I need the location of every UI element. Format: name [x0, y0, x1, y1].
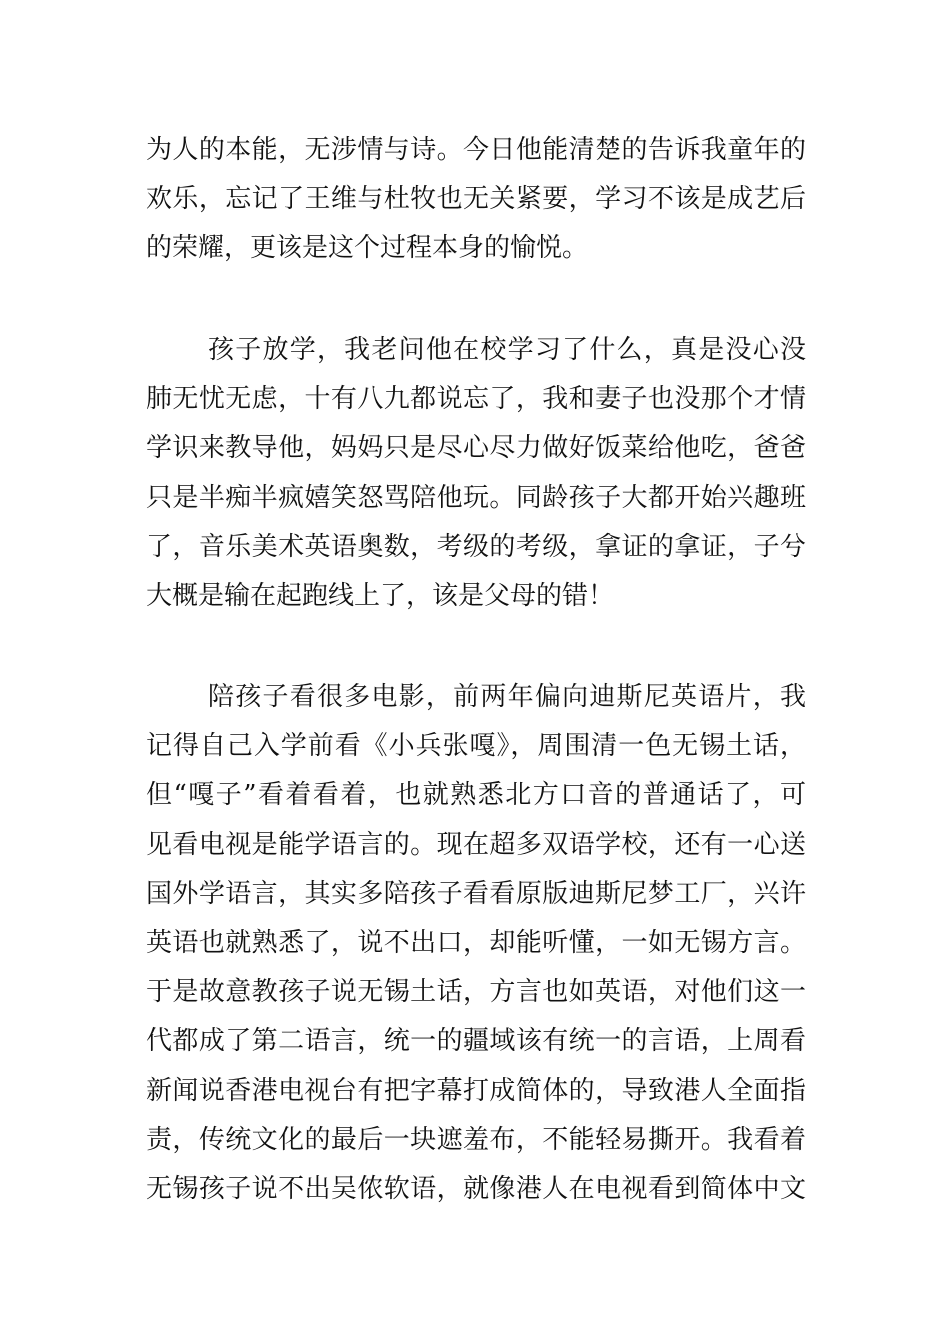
- text-line: 代都成了第二语言，统一的疆域该有统一的言语，上周看: [146, 1026, 806, 1057]
- text-line: 了，音乐美术英语奥数，考级的考级，拿证的拿证，子兮: [146, 531, 806, 562]
- text-line: 记得自己入学前看《小兵张嘎》，周围清一色无锡土话，: [146, 731, 806, 762]
- text-line: 的荣耀，更该是这个过程本身的愉悦。: [146, 233, 589, 264]
- text-line: 英语也就熟悉了，说不出口，却能听懂，一如无锡方言。: [146, 927, 806, 958]
- text-line: 欢乐，忘记了王维与杜牧也无关紧要，学习不该是成艺后: [146, 184, 806, 215]
- text-line: 孩子放学，我老问他在校学习了什么，真是没心没: [208, 335, 806, 365]
- text-line: 陪孩子看很多电影，前两年偏向迪斯尼英语片，我: [208, 682, 806, 712]
- text-line: 于是故意教孩子说无锡土话，方言也如英语，对他们这一: [146, 977, 806, 1008]
- paragraph-3: [146, 673, 806, 1214]
- text-line: 大概是输在起跑线上了，该是父母的错！: [146, 580, 615, 611]
- text-line: 肺无忧无虑，十有八九都说忘了，我和妻子也没那个才情: [146, 384, 806, 415]
- text-line: 学识来教导他，妈妈只是尽心尽力做好饭菜给他吃，爸爸: [146, 433, 806, 464]
- text-line: 国外学语言，其实多陪孩子看看原版迪斯尼梦工厂，兴许: [146, 878, 806, 909]
- text-line: 但“嘎子”看着看着，也就熟悉北方口音的普通话了，可: [146, 780, 806, 811]
- text-line: 只是半痴半疯嬉笑怒骂陪他玩。同龄孩子大都开始兴趣班: [146, 482, 806, 513]
- text-line: 无锡孩子说不出吴侬软语，就像港人在电视看到简体中文: [146, 1173, 806, 1204]
- paragraph-1: [146, 126, 806, 274]
- paragraph-2: [146, 326, 806, 621]
- text-line: 见看电视是能学语言的。现在超多双语学校，还有一心送: [146, 829, 806, 860]
- text-line: 为人的本能，无涉情与诗。今日他能清楚的告诉我童年的: [146, 135, 806, 165]
- text-line: 责，传统文化的最后一块遮羞布，不能轻易撕开。我看着: [146, 1124, 806, 1155]
- text-line: 新闻说香港电视台有把字幕打成简体的，导致港人全面指: [146, 1075, 806, 1106]
